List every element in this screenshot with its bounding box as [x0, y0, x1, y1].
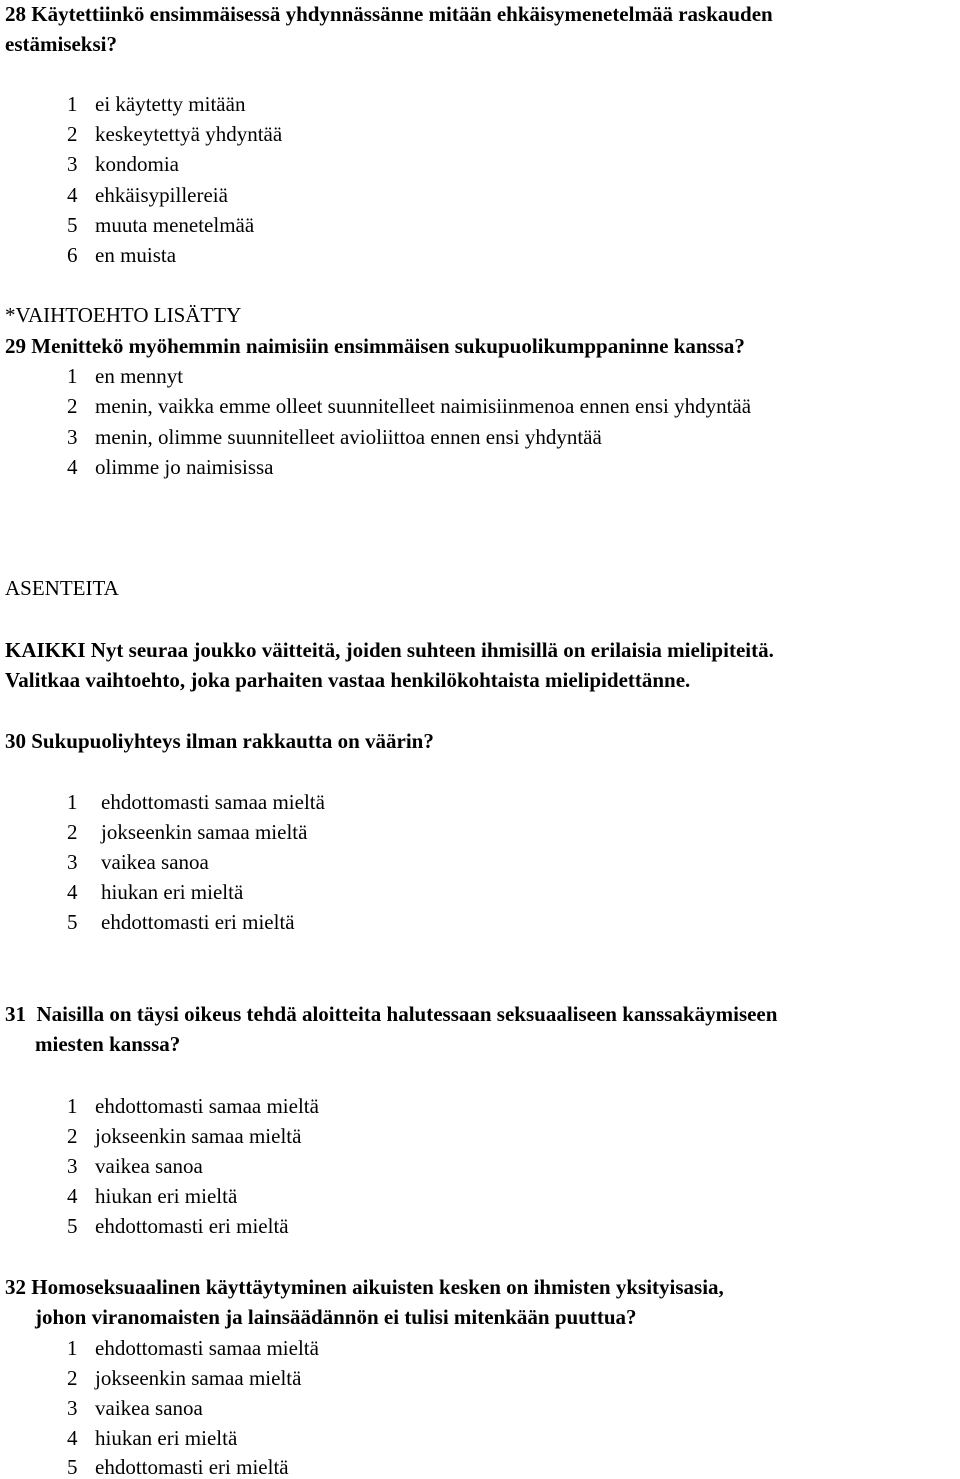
option-number: 3 — [67, 1154, 78, 1178]
option-number: 4 — [67, 880, 78, 904]
option-number: 4 — [67, 1426, 78, 1450]
option-number: 4 — [67, 455, 78, 479]
option-label: ehkäisypillereiä — [95, 183, 228, 207]
q29-option-3 — [67, 427, 602, 448]
section-intro: KAIKKI Nyt seuraa joukko väitteitä, joiden suhteen ihmisillä on erilaisia mielipiteitä. — [5, 638, 774, 662]
added-option-note: *VAIHTOEHTO LISÄTTY — [5, 303, 242, 327]
question-32-text: 32 Homoseksuaalinen käyttäytyminen aikuisten kesken on ihmisten yksityisasia, — [5, 1275, 724, 1299]
option-number: 2 — [67, 820, 78, 844]
question-32-text-continued: johon viranomaisten ja lainsäädännön ei tulisi mitenkään puuttua? — [35, 1305, 637, 1329]
option-number: 6 — [67, 243, 78, 267]
q32-option-2 — [67, 1368, 301, 1389]
q32-option-4 — [67, 1428, 237, 1449]
q29-option-4 — [67, 457, 274, 478]
option-label: vaikea sanoa — [95, 1154, 203, 1178]
option-label: ei käytetty mitään — [95, 92, 246, 116]
q30-option-1 — [67, 792, 325, 813]
question-28-text: 28 Käytettiinkö ensimmäisessä yhdynnässänne mitään ehkäisymenetelmää raskauden — [5, 2, 773, 26]
section-title: ASENTEITA — [5, 576, 119, 600]
q28-option-3 — [67, 154, 179, 175]
option-number: 1 — [67, 364, 78, 388]
option-label: ehdottomasti samaa mieltä — [95, 1336, 319, 1360]
q31-option-4 — [67, 1186, 237, 1207]
option-label: ehdottomasti eri mieltä — [101, 910, 295, 934]
q30-option-2 — [67, 822, 307, 843]
option-label: muuta menetelmää — [95, 213, 255, 237]
option-label: keskeytettyä yhdyntää — [95, 122, 283, 146]
q28-option-1 — [67, 94, 245, 115]
q28-option-2 — [67, 124, 282, 145]
section-intro-continued: Valitkaa vaihtoehto, joka parhaiten vastaa henkilökohtaista mielipidettänne. — [5, 668, 691, 692]
question-29-text: 29 Menittekö myöhemmin naimisiin ensimmäisen sukupuolikumppaninne kanssa? — [5, 334, 745, 358]
option-label: menin, vaikka emme olleet suunnitelleet naimisiinmenoa ennen ensi yhdyntää — [95, 394, 752, 418]
option-number: 2 — [67, 122, 78, 146]
q32-option-3 — [67, 1398, 203, 1419]
option-label: ehdottomasti eri mieltä — [95, 1214, 289, 1238]
option-number: 1 — [67, 790, 78, 814]
option-label: ehdottomasti eri mieltä — [95, 1455, 289, 1479]
option-label: ehdottomasti samaa mieltä — [101, 790, 325, 814]
option-number: 5 — [67, 910, 78, 934]
option-label: en mennyt — [95, 364, 184, 388]
option-label: vaikea sanoa — [101, 850, 209, 874]
option-label: jokseenkin samaa mieltä — [101, 820, 308, 844]
option-number: 2 — [67, 394, 78, 418]
option-label: jokseenkin samaa mieltä — [95, 1124, 302, 1148]
option-number: 1 — [67, 92, 78, 116]
option-label: hiukan eri mieltä — [95, 1426, 238, 1450]
q28-option-6 — [67, 245, 176, 266]
q30-option-5 — [67, 912, 295, 933]
option-label: olimme jo naimisissa — [95, 455, 274, 479]
option-number: 4 — [67, 1184, 78, 1208]
option-label: hiukan eri mieltä — [101, 880, 244, 904]
option-label: menin, olimme suunnitelleet avioliittoa ennen ensi yhdyntää — [95, 425, 602, 449]
question-28-text-continued: estämiseksi? — [5, 32, 117, 56]
option-label: vaikea sanoa — [95, 1396, 203, 1420]
option-label: en muista — [95, 243, 177, 267]
question-31-text: 31 Naisilla on täysi oikeus tehdä aloitteita halutessaan seksuaaliseen kanssakäymiseen — [5, 1002, 778, 1026]
option-number: 5 — [67, 1214, 78, 1238]
option-label: jokseenkin samaa mieltä — [95, 1366, 302, 1390]
option-number: 2 — [67, 1124, 78, 1148]
option-label: ehdottomasti samaa mieltä — [95, 1094, 319, 1118]
q31-option-2 — [67, 1126, 301, 1147]
q29-option-1 — [67, 366, 183, 387]
option-number: 1 — [67, 1336, 78, 1360]
option-number: 2 — [67, 1366, 78, 1390]
q28-option-5 — [67, 215, 254, 236]
q29-option-2 — [67, 396, 751, 417]
option-number: 5 — [67, 1455, 78, 1479]
option-number: 3 — [67, 850, 78, 874]
q32-option-5 — [67, 1457, 289, 1478]
option-number: 3 — [67, 1396, 78, 1420]
q32-option-1 — [67, 1338, 319, 1359]
option-number: 5 — [67, 213, 78, 237]
option-number: 3 — [67, 425, 78, 449]
q30-option-4 — [67, 882, 243, 903]
q28-option-4 — [67, 185, 228, 206]
q30-option-3 — [67, 852, 209, 873]
q31-option-1 — [67, 1096, 319, 1117]
option-label: kondomia — [95, 152, 179, 176]
q31-option-3 — [67, 1156, 203, 1177]
question-31-text-continued: miesten kanssa? — [35, 1032, 181, 1056]
option-number: 4 — [67, 183, 78, 207]
option-label: hiukan eri mieltä — [95, 1184, 238, 1208]
q31-option-5 — [67, 1216, 289, 1237]
question-30-text: 30 Sukupuoliyhteys ilman rakkautta on väärin? — [5, 729, 434, 753]
option-number: 3 — [67, 152, 78, 176]
option-number: 1 — [67, 1094, 78, 1118]
